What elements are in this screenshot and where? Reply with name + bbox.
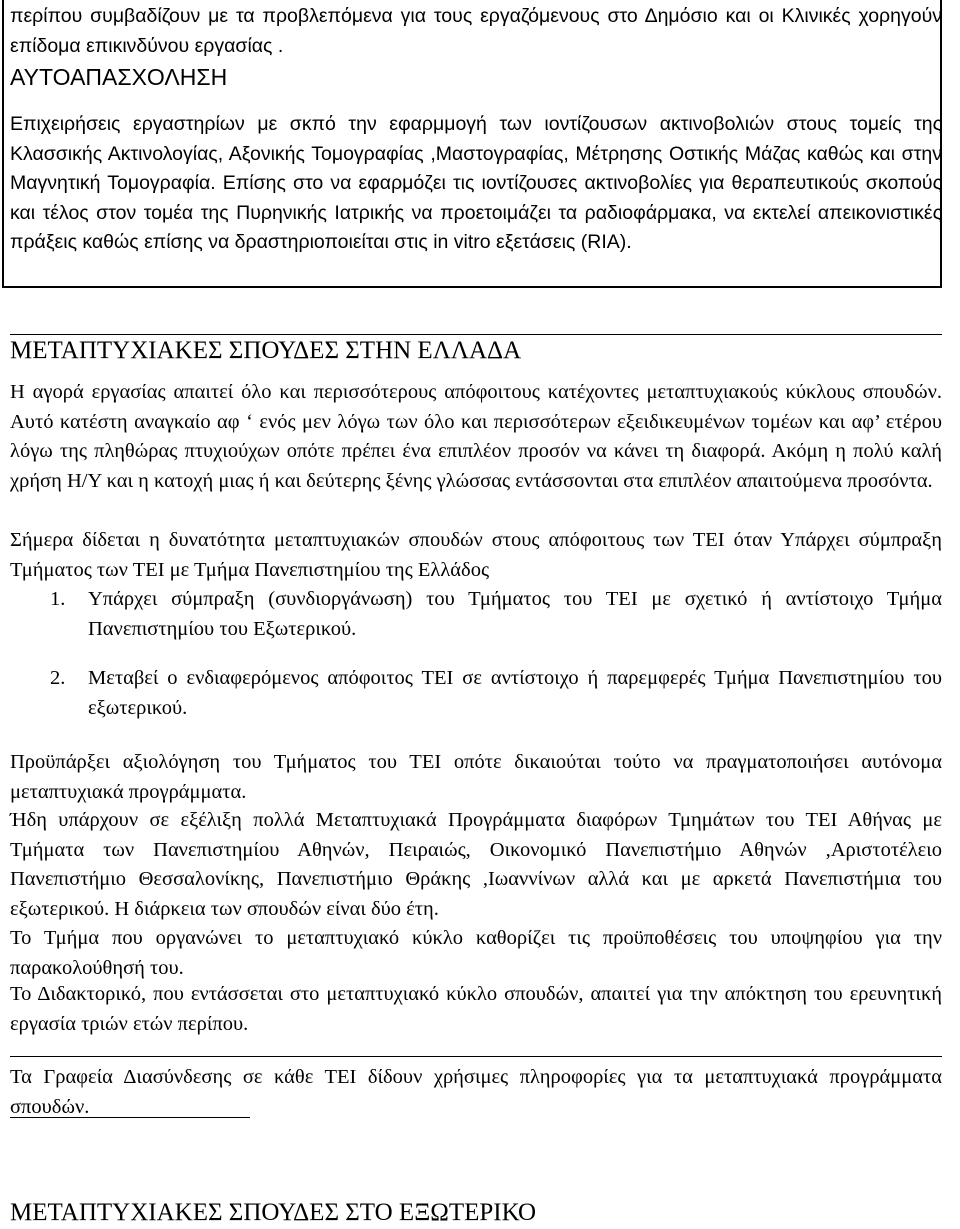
list-text: Υπάρχει σύμπραξη (συνδιοργάνωση) του Τμήματος του ΤΕΙ με σχετικό ή αντίστοιχο Τμήμα Πανεπιστημίου του Εξωτερικού. (88, 588, 942, 640)
postgrad-paragraph-5: Το Τμήμα που οργανώνει το μεταπτυχιακό κύκλο καθορίζει τις προϋποθέσεις του υποψηφίου για την παρακολούθησή του. (10, 927, 942, 979)
postgrad-abroad-heading: ΜΕΤΑΠΤΥΧΙΑΚΕΣ ΣΠΟΥΔΕΣ ΣΤΟ ΕΞΩΤΕΡΙΚΟ (10, 1199, 537, 1226)
postgrad-paragraph-2: Σήμερα δίδεται η δυνατότητα μεταπτυχιακών σπουδών στους απόφοιτους των ΤΕΙ όταν Υπάρχει σύμπραξη Τμήματος των ΤΕΙ με Τμήμα Πανεπιστημίου της Ελλάδος (10, 529, 942, 581)
postgrad-paragraph-3: Προϋπάρξει αξιολόγηση του Τμήματος του ΤΕΙ οπότε δικαιούται τούτο να πραγματοποιήσει αυτόνομα μεταπτυχιακά προγράμματα. (10, 751, 942, 803)
postgrad-paragraph-1: Η αγορά εργασίας απαιτεί όλο και περισσότερους απόφοιτους κατέχοντες μεταπτυχιακούς κύκλους σπουδών. Αυτό κατέστη αναγκαίο αφ ‘ ενός μεν λόγω των όλο και περισσότερων εξειδικευμένων τομέων και αφ’ ετέρου λόγω της πληθώρας πτυχιούχων οπότε πρέπει ένα επιπλέον προσόν να κάνει τη διαφορά. Ακόμη η πολύ καλή χρήση Η/Υ και η κατοχή μιας ή και δεύτερης ξένης γλώσσας εντάσσονται στα επιπλέον απαιτούμενα προσόντα. (10, 381, 942, 492)
list-number: 1. (50, 588, 66, 610)
self-employment-heading: ΑΥΤΟΑΠΑΣΧΟΛΗΣΗ (10, 64, 228, 90)
list-number: 2. (50, 667, 66, 689)
heading-top-rule (10, 334, 942, 335)
list-item (50, 664, 942, 723)
postgrad-greece-heading: ΜΕΤΑΠΤΥΧΙΑΚΕΣ ΣΠΟΥΔΕΣ ΣΤΗΝ ΕΛΛΑΔΑ (10, 337, 522, 364)
self-employment-body: Επιχειρήσεις εργαστηρίων με σκπό την εφαρμμογή των ιοντίζουσων ακτινοβολιών στους τομείς της Κλασσικής Ακτινολογίας, Αξονικής Τομογραφίας ,Μαστογραφίας, Μέτρησης Οστικής Μάζας καθώς και στην Μαγνητική Τομογραφία. Επίσης στο να εφαρμόζει τις ιοντίζουσες ακτινοβολίες για θεραπευτικούς σκοπούς και τέλος στον τομέα της Πυρηνικής Ιατρικής να προετοιμάζει τα ραδιοφάρμακα, να εκτελεί απεικονιστικές πράξεις καθώς επίσης να δραστηριοποιείται στις in vitro εξετάσεις (RIA). (10, 113, 942, 253)
list-text: Μεταβεί ο ενδιαφερόμενος απόφοιτος ΤΕΙ σε αντίστοιχο ή παρεμφερές Τμήμα Πανεπιστημίου του εξωτερικού. (88, 667, 942, 719)
postgrad-paragraph-6: Το Διδακτορικό, που εντάσσεται στο μεταπτυχιακό κύκλο σπουδών, απαιτεί για την απόκτηση του ερευνητική εργασία τριών ετών περίπου. (10, 983, 942, 1035)
list-item (50, 585, 942, 644)
separator-rule (10, 1056, 942, 1057)
postgrad-paragraph-7: Τα Γραφεία Διασύνδεσης σε κάθε ΤΕΙ δίδουν χρήσιμες πληροφορίες για τα μεταπτυχιακά προγράμματα σπουδών. (10, 1066, 942, 1118)
separator-rule-short (10, 1117, 250, 1118)
intro-tail-paragraph: περίπου συμβαδίζουν με τα προβλεπόμενα για τους εργαζόμενους στο Δημόσιο και οι Κλινικές χορηγούν επίδομα επικινδύνου εργασίας . (10, 5, 942, 57)
postgrad-paragraph-4: Ήδη υπάρχουν σε εξέλιξη πολλά Μεταπτυχιακά Προγράμματα διαφόρων Τμημάτων του ΤΕΙ Αθήνας με Τμήματα των Πανεπιστημίου Αθηνών, Πειραιώς, Οικονομικό Πανεπιστήμιο Αθηνών ,Αριστοτέλειο Πανεπιστήμιο Θεσσαλονίκης, Πανεπιστήμιο Θράκης ,Ιωαννίνων αλλά και με αρκετά Πανεπιστήμια του εξωτερικού. Η διάρκεια των σπουδών είναι δύο έτη. (10, 809, 942, 920)
